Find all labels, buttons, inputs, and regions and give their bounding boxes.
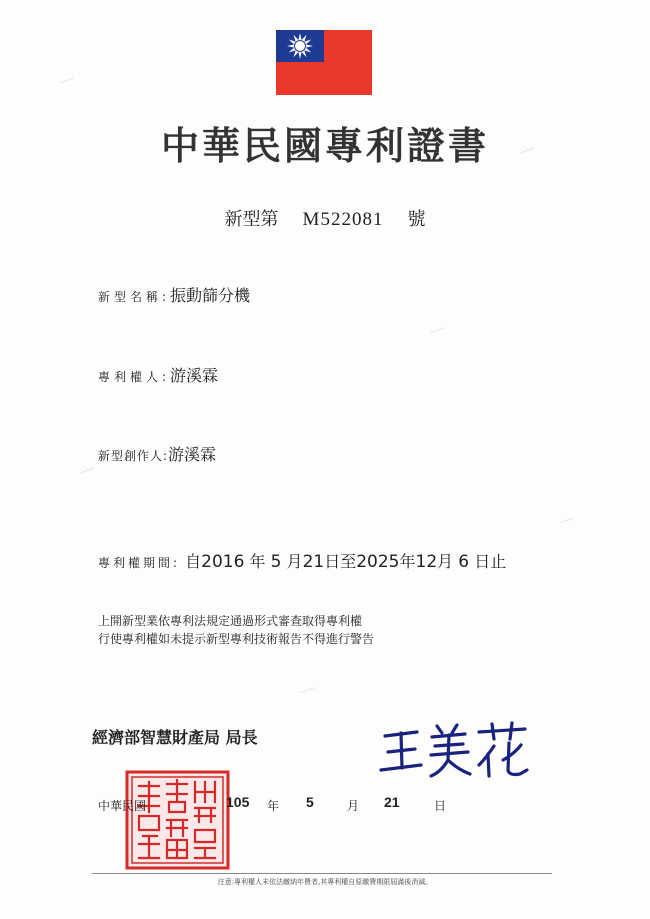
- term-day-char: 日: [474, 552, 491, 571]
- term-start-month: 5: [270, 552, 282, 572]
- patent-number: M522081: [302, 209, 384, 230]
- date-year-char: 年: [267, 799, 280, 813]
- footnote-divider: [92, 873, 552, 874]
- paper-fiber: [80, 468, 93, 474]
- paper-fiber: [560, 518, 573, 524]
- date-month: 5: [306, 794, 314, 810]
- term-start-year: 2016: [201, 552, 245, 572]
- patent-term: [98, 549, 506, 572]
- term-month-char: 月: [286, 552, 303, 571]
- roc-flag-icon: [276, 30, 372, 95]
- office-title: 經濟部智慧財產局 局長: [92, 728, 258, 747]
- term-label: 專利權期間:: [98, 556, 181, 570]
- patent-number-line: [0, 205, 650, 231]
- field-value: 振動篩分機: [170, 286, 251, 305]
- field-label: 專利權人:: [98, 370, 171, 384]
- term-from: 自: [185, 552, 202, 571]
- field-invention-name: [98, 283, 250, 306]
- paper-fiber: [60, 78, 73, 84]
- paper-fiber: [430, 328, 443, 334]
- term-start-day: 21: [302, 552, 325, 572]
- paper-fiber: [300, 688, 313, 694]
- term-end-day: 6: [458, 552, 470, 572]
- patent-number-suffix: 號: [407, 209, 426, 230]
- date-prefix: 中華民國: [98, 799, 147, 813]
- field-value: 游溪霖: [170, 366, 219, 385]
- patent-number-prefix: 新型第: [224, 209, 279, 230]
- term-day-char: 日: [324, 552, 341, 571]
- term-end-month: 12: [415, 552, 438, 572]
- field-creator: [98, 442, 216, 465]
- field-label: 新型名稱:: [98, 290, 171, 304]
- term-year-char: 年: [399, 552, 416, 571]
- official-seal-image: [125, 770, 230, 870]
- statement-line-1: 上開新型業依專利法規定通過形式審查取得專利權: [98, 614, 363, 628]
- date-day: 21: [384, 794, 400, 810]
- date-day-char: 日: [434, 799, 447, 813]
- footnote: 注意:專利權人未依法繳納年費者,其專利權自原繳費期限屆滿後消滅。: [217, 878, 433, 886]
- field-value: 游溪霖: [168, 445, 217, 464]
- term-end-year: 2025: [356, 552, 400, 572]
- field-patentee: [98, 363, 218, 386]
- term-to: 至: [340, 552, 357, 571]
- date-year: 105: [226, 794, 250, 810]
- term-year-char: 年: [249, 552, 266, 571]
- statement-line-2: 行使專利權如未提示新型專利技術報告不得進行警告: [98, 632, 375, 646]
- signature-image: [375, 720, 535, 780]
- date-month-char: 月: [347, 799, 360, 813]
- term-end-char: 止: [490, 552, 507, 571]
- field-label: 新型創作人:: [98, 449, 169, 463]
- certificate-title: 中華民國專利證書: [160, 123, 489, 168]
- term-month-char: 月: [437, 552, 454, 571]
